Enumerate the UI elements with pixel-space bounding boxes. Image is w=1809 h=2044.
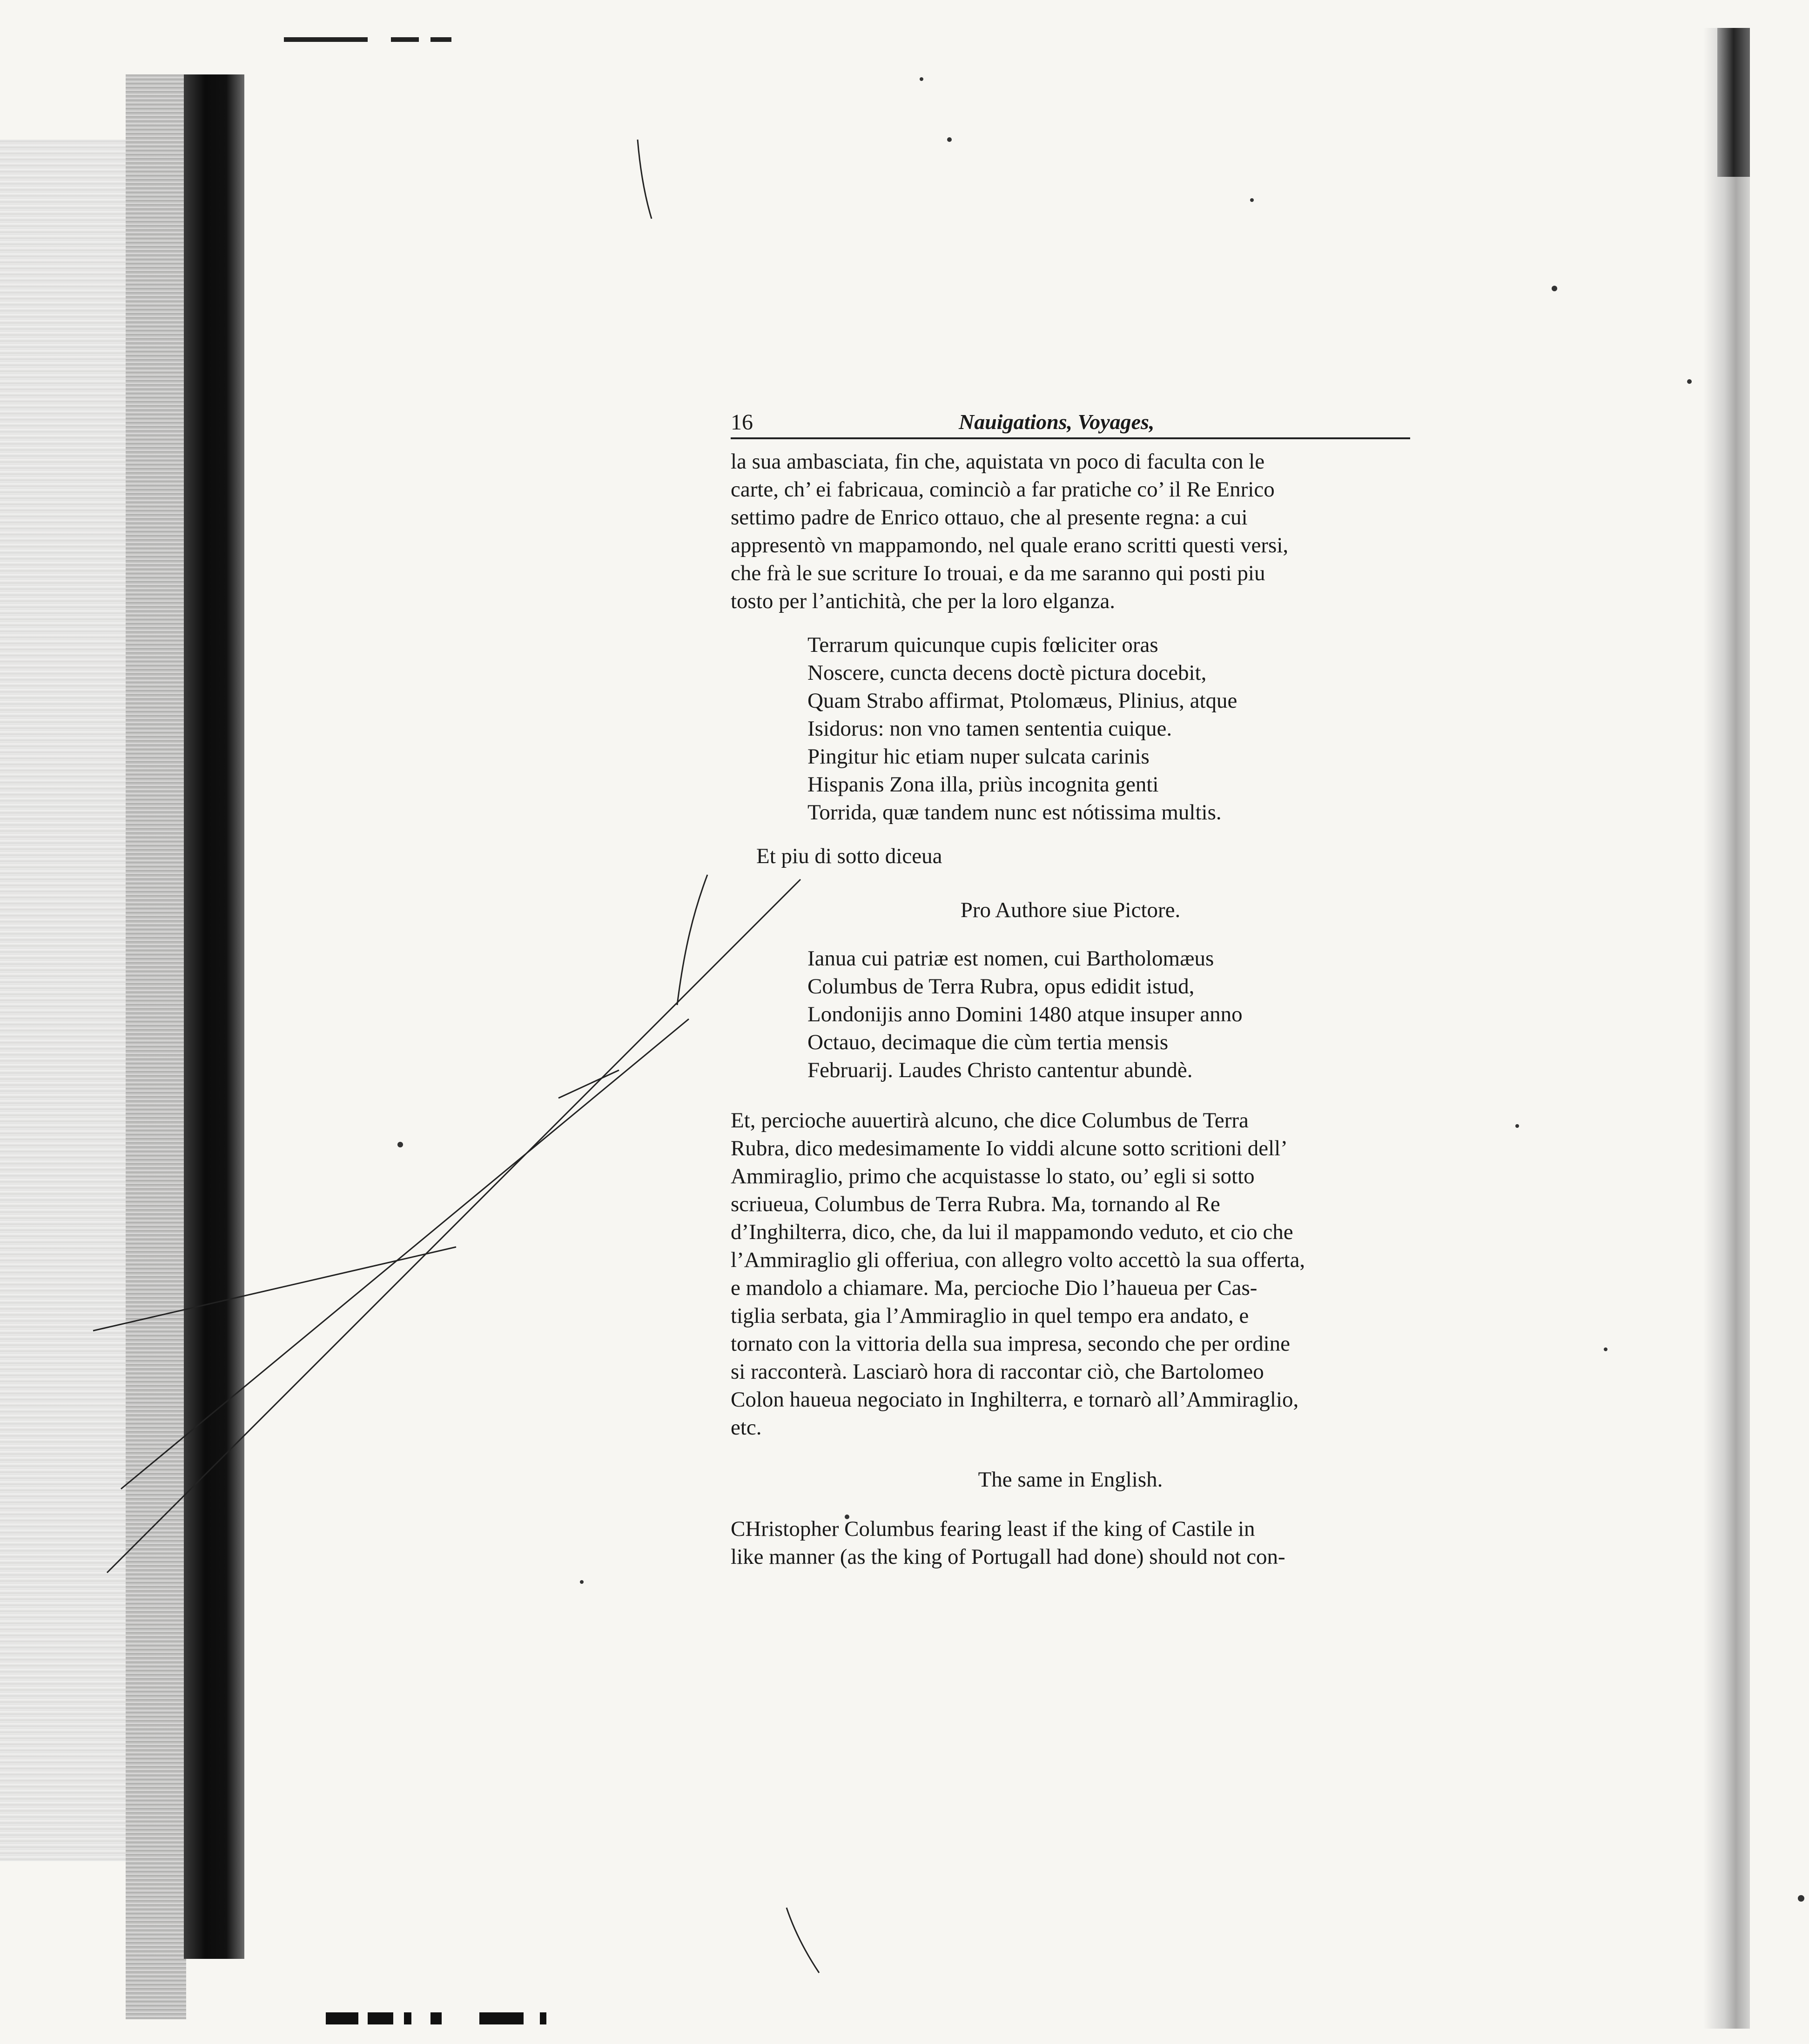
- verse-line: Octauo, decimaque die cùm tertia mensis: [807, 1030, 1169, 1054]
- text-line: like manner (as the king of Portugall had done) should not con-: [731, 1545, 1285, 1569]
- text-line: Rubra, dico medesimamente Io viddi alcune sotto scritioni dell’: [731, 1136, 1288, 1160]
- book-page: [731, 400, 1410, 1571]
- verse-line: Februarij. Laudes Christo cantentur abundè.: [807, 1058, 1193, 1082]
- verse-line: Terrarum quicunque cupis fœliciter oras: [807, 633, 1158, 657]
- text-line: appresentò vn mappamondo, nel quale erano scritti questi versi,: [731, 533, 1289, 557]
- text-line: che frà le sue scriture Io trouai, e da me saranno qui posti piu: [731, 561, 1265, 585]
- running-head: [731, 400, 1410, 437]
- verse-line: Hispanis Zona illa, priùs incognita genti: [807, 772, 1159, 797]
- text-line: CHristopher Columbus fearing least if the king of Castile in: [731, 1517, 1255, 1541]
- text-line: carte, ch’ ei fabricaua, cominciò a far pratiche co’ il Re Enrico: [731, 477, 1275, 502]
- text-line: la sua ambasciata, fin che, aquistata vn poco di faculta con le: [731, 449, 1265, 474]
- verse-line: Noscere, cuncta decens doctè pictura docebit,: [807, 661, 1207, 685]
- text-line: tosto per l’antichità, che per la loro elganza.: [731, 589, 1116, 613]
- page-number: 16: [731, 410, 753, 435]
- paragraph-italian-2: [731, 1106, 1410, 1441]
- verse-line: Isidorus: non vno tamen sententia cuique.: [807, 717, 1172, 741]
- text-line: d’Inghilterra, dico, che, da lui il mappamondo veduto, et cio che: [731, 1220, 1293, 1244]
- latin-verse-1: [807, 631, 1410, 826]
- text-line: tornato con la vittoria della sua impresa, secondo che per ordine: [731, 1332, 1290, 1356]
- paragraph-italian-1: [731, 448, 1410, 615]
- verse-line: Columbus de Terra Rubra, opus edidit istud,: [807, 974, 1195, 999]
- text-line: settimo padre de Enrico ottauo, che al presente regna: a cui: [731, 505, 1248, 529]
- text-line: si racconterà. Lasciarò hora di raccontar ciò, che Bartolomeo: [731, 1360, 1264, 1384]
- head-rule: [731, 437, 1410, 439]
- verse-line: Pingitur hic etiam nuper sulcata carinis: [807, 744, 1150, 769]
- verse-line: Torrida, quæ tandem nunc est nótissima multis.: [807, 800, 1222, 824]
- running-head-title: Nauigations, Voyages,: [959, 410, 1155, 434]
- verse-line: Londonijis anno Domini 1480 atque insuper anno: [807, 1002, 1243, 1026]
- text-line: e mandolo a chiamare. Ma, percioche Dio l’haueua per Cas-: [731, 1276, 1258, 1300]
- text-line: Ammiraglio, primo che acquistasse lo stato, ou’ egli si sotto: [731, 1164, 1255, 1188]
- latin-verse-2: [807, 945, 1410, 1084]
- text-line: Colon haueua negociato in Inghilterra, e tornarò all’Ammiraglio,: [731, 1387, 1299, 1412]
- text-line: etc.: [731, 1415, 762, 1440]
- transition-line: Et piu di sotto diceua: [756, 844, 942, 868]
- verse-2-heading: Pro Authore siue Pictore.: [960, 898, 1181, 922]
- text-line: scriueua, Columbus de Terra Rubra. Ma, tornando al Re: [731, 1192, 1220, 1216]
- verse-line: Ianua cui patriæ est nomen, cui Bartholomæus: [807, 946, 1214, 971]
- paragraph-english: [731, 1515, 1410, 1571]
- text-line: l’Ammiraglio gli offeriua, con allegro volto accettò la sua offerta,: [731, 1248, 1305, 1272]
- english-heading: The same in English.: [978, 1468, 1163, 1492]
- text-line: Et, percioche auuertirà alcuno, che dice Columbus de Terra: [731, 1108, 1249, 1133]
- verse-line: Quam Strabo affirmat, Ptolomæus, Plinius, atque: [807, 689, 1237, 713]
- text-line: tiglia serbata, gia l’Ammiraglio in quel tempo era andato, e: [731, 1304, 1249, 1328]
